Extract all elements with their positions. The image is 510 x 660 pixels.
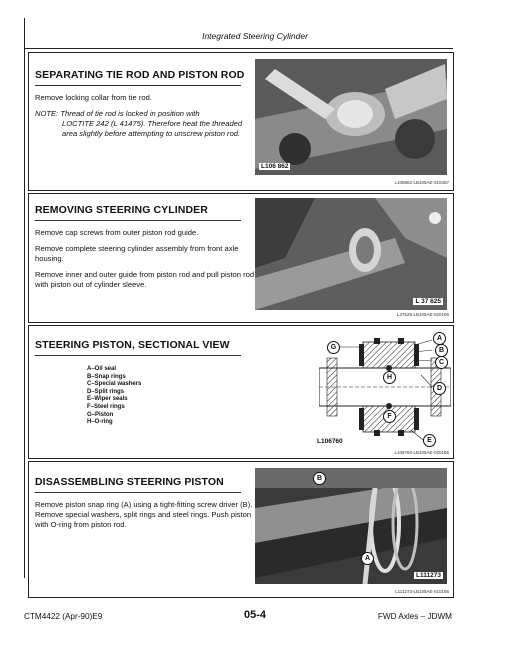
left-margin-rule [24, 18, 25, 578]
paragraph: Remove cap screws from outer piston rod guide. [35, 228, 199, 237]
title-underline [35, 492, 241, 493]
callout-a: A [361, 552, 374, 565]
legend-item: H–O-ring [87, 419, 113, 426]
photo-steering-cylinder [255, 198, 447, 310]
callout-b: B [313, 472, 326, 485]
diagram-piston-section [319, 330, 451, 446]
figure-label: L106760 [317, 438, 343, 445]
section-divider [24, 48, 453, 49]
callout-a: A [433, 332, 446, 345]
callout-b: B [435, 344, 448, 357]
legend-item: A–Oil seal [87, 366, 117, 372]
section-text [35, 339, 255, 427]
photo-tie-rod-image [255, 59, 447, 175]
figure-label: L106 862 [261, 163, 289, 170]
paragraph: Remove complete steering cylinder assembly from front axle housing. [35, 244, 239, 263]
note-text: Thread of tie rod is locked in position with [60, 109, 200, 118]
figure-label: L 37 625 [415, 298, 441, 305]
legend-item: G–Piston [87, 411, 114, 418]
figure-code: L111273-LB105AE-010186 [395, 589, 449, 594]
callout-g: G [327, 341, 340, 354]
photo-piston-disassembly [255, 468, 447, 584]
section-text [35, 69, 255, 139]
note-label: NOTE: [35, 109, 59, 118]
section-title: REMOVING STEERING CYLINDER [35, 204, 208, 216]
figure-code: L37625-LB105AE-020186 [396, 312, 449, 317]
legend-item: B–Snap rings [87, 373, 126, 380]
legend-item: D–Split rings [87, 388, 125, 395]
section-title: SEPARATING TIE ROD AND PISTON ROD [35, 69, 245, 81]
note-continuation: LOCTITE 242 (L 41475). Therefore heat the threaded area slightly before attempting to unscrew piston rod. [62, 119, 243, 138]
section-title: DISASSEMBLING STEERING PISTON [35, 476, 224, 488]
callout-f: F [383, 410, 396, 423]
photo-piston-disassembly-image [255, 468, 447, 584]
legend-list [87, 366, 255, 427]
footer-page-number: 05-4 [243, 609, 267, 621]
photo-tie-rod [255, 59, 447, 175]
figure-code: L106862-LB105AE-010487 [394, 180, 449, 185]
title-underline [35, 355, 241, 356]
section-steering-piston-sectional [28, 325, 454, 459]
footer-section-name: FWD Axles – JDWM [377, 612, 452, 621]
callout-h: H [383, 371, 396, 384]
note-first-line [35, 109, 255, 119]
section-removing-steering-cylinder [28, 193, 454, 323]
legend-item: E–Wiper seals [87, 396, 128, 403]
paragraph: Remove locking collar from tie rod. [35, 93, 152, 102]
section-text [35, 204, 255, 296]
footer-doc-id: CTM4422 (Apr-90)E9 [24, 612, 103, 621]
title-underline [35, 85, 241, 86]
section-title: STEERING PISTON, SECTIONAL VIEW [35, 339, 230, 351]
callout-c: C [435, 356, 448, 369]
title-underline [35, 220, 241, 221]
legend-item: C–Special washers [87, 381, 142, 388]
callout-e: E [423, 434, 436, 447]
figure-label: L111273 [416, 572, 441, 579]
section-text [35, 476, 255, 536]
photo-steering-cylinder-image [255, 198, 447, 310]
section-disassembling-piston [28, 461, 454, 598]
paragraph: Remove inner and outer guide from piston rod and pull piston rod with piston out of cylinder sleeve. [35, 270, 255, 289]
page-header-title: Integrated Steering Cylinder [202, 31, 308, 41]
paragraph: Remove piston snap ring (A) using a tight-fitting screw driver (B). Remove special washers, split rings and steel rings. Push piston with O-ring from piston rod. [35, 500, 253, 529]
callout-d: D [433, 382, 446, 395]
figure-code: L106760-LB105AE-020186 [394, 450, 449, 455]
section-separating-tie-rod [28, 52, 454, 191]
legend-item: F–Steel rings [87, 403, 125, 410]
